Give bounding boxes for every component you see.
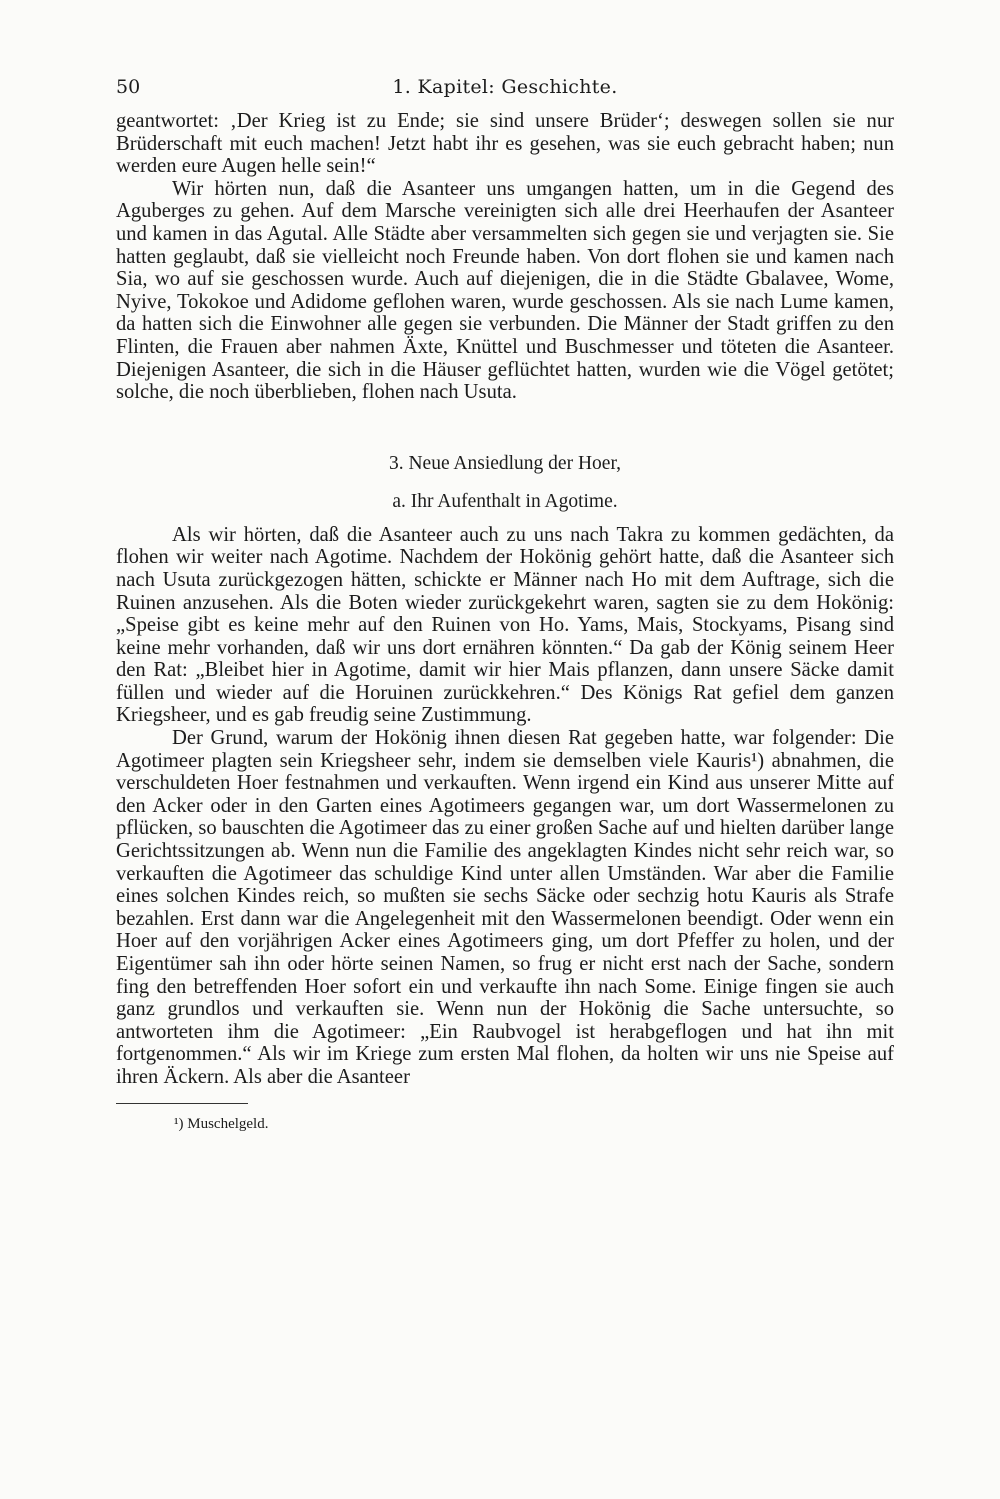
- body-text-upper: [116, 110, 894, 404]
- running-title: 1. Kapitel: Geschichte.: [392, 76, 618, 98]
- section-title: 3. Neue Ansiedlung der Hoer,: [388, 452, 622, 474]
- book-page: [116, 70, 894, 1133]
- paragraph-3: Als wir hörten, daß die Asanteer auch zu uns nach Takra zu kommen gedächten, da flohen wir weiter nach Agotime. Nachdem der Hokönig gehört hatte, daß die Asanteer sich nach Usuta zurückgezogen hätten, schickte er Männer nach Ho mit dem Auftrage, sich die Ruinen anzusehen. Als die Boten wieder zurückgekehrt waren, sagten sie zu dem Hokönig: „Speise gibt es keine mehr auf den Ruinen von Ho. Yams, Mais, Stockyams, Pisang sind keine mehr vorhanden, daß wir uns dort ernähren könnten.“ Da gab der König seinem Heer den Rat: „Bleibet hier in Agotime, damit wir hier Mais pflanzen, dann unsere Säcke damit füllen und wieder auf die Horuinen zurückkehren.“ Des Königs Rat gefiel dem ganzen Kriegsheer, und es gab freudig seine Zustimmung.: [116, 523, 894, 727]
- section-heading-block: [116, 452, 894, 514]
- footnote-rule: [116, 1103, 248, 1104]
- paragraph-4: Der Grund, warum der Hokönig ihnen diesen Rat gegeben hatte, war folgender: Die Agotimeer plagten sein Kriegsheer sehr, indem sie demselben viele Kauris¹) abnahmen, die verschuldeten Hoer festnahmen und verkauften. Wenn irgend ein Kind aus unserer Mitte auf den Acker oder in den Garten eines Agotimeers gegangen war, um dort Wassermelonen zu pflücken, so bauschten die Agotimeer das zu einer großen Sache auf und hielten darüber lange Gerichtssitzungen ab. Wenn nun die Familie des angeklagten Kindes nicht sehr reich war, so verkauften die Agotimeer das schuldige Kind unter allen Umständen. War aber die Familie eines solchen Kindes reich, so mußten sie sechs Säcke oder sechzig hotu Kauris als Strafe bezahlen. Erst dann war die Angelegenheit mit den Wassermelonen beendigt. Oder wenn ein Hoer auf den vorjährigen Acker eines Agotimeers ging, um dort Pfeffer zu holen, und der Eigentümer sah ihn oder hörte seinen Namen, so frug er nicht erst nach der Sache, sondern fing den betreffenden Hoer sofort ein und verkaufte ihn nach Some. Einige fingen sie auch ganz grundlos und verkauften sie. Wenn nun der Hokönig die Sache untersuchte, so antworteten ihm die Agotimeer: „Ein Raubvogel ist herabgeflogen und hat ihn mit fortgenommen.“ Als wir im Kriege zum ersten Mal flohen, da holten wir uns nie Speise auf ihren Äckern. Als aber die Asanteer: [116, 727, 894, 1088]
- body-text-lower: [116, 524, 894, 1089]
- footnote: ¹) Muschelgeld.: [174, 1115, 269, 1132]
- running-head: [116, 70, 894, 110]
- paragraph-1: geantwortet: ‚Der Krieg ist zu Ende; sie sind unsere Brüder‘; deswegen sollen sie nur Brüderschaft mit euch machen! Jetzt habt ihr es gesehen, was sie euch gebracht haben; nun werden eure Augen helle sein!“: [116, 110, 894, 178]
- paragraph-2: Wir hörten nun, daß die Asanteer uns umgangen hatten, um in die Gegend des Aguberges zu gehen. Auf dem Marsche vereinigten sich alle drei Heerhaufen der Asanteer und kamen in das Agutal. Alle Städte aber versammelten sich gegen sie und verjagten sie. Sie hatten geglaubt, daß sie vielleicht noch Freunde haben. Von dort flohen sie und kamen nach Sia, wo auf sie geschossen wurde. Auch auf diejenigen, die in die Städte Gbalavee, Wome, Nyive, Tokokoe und Adidome geflohen waren, wurde geschossen. Als sie nach Lume kamen, da hatten sich die Einwohner alle gegen sie verbunden. Die Männer der Stadt griffen zu den Flinten, die Frauen aber nahmen Äxte, Knüttel und Buschmesser und töteten die Asanteer. Diejenigen Asanteer, die sich in die Häuser geflüchtet hatten, wurden wie die Vögel getötet; solche, die noch überblieben, flohen nach Usuta.: [116, 177, 894, 404]
- page-number: 50: [116, 76, 141, 98]
- section-subtitle: a. Ihr Aufenthalt in Agotime.: [392, 490, 618, 512]
